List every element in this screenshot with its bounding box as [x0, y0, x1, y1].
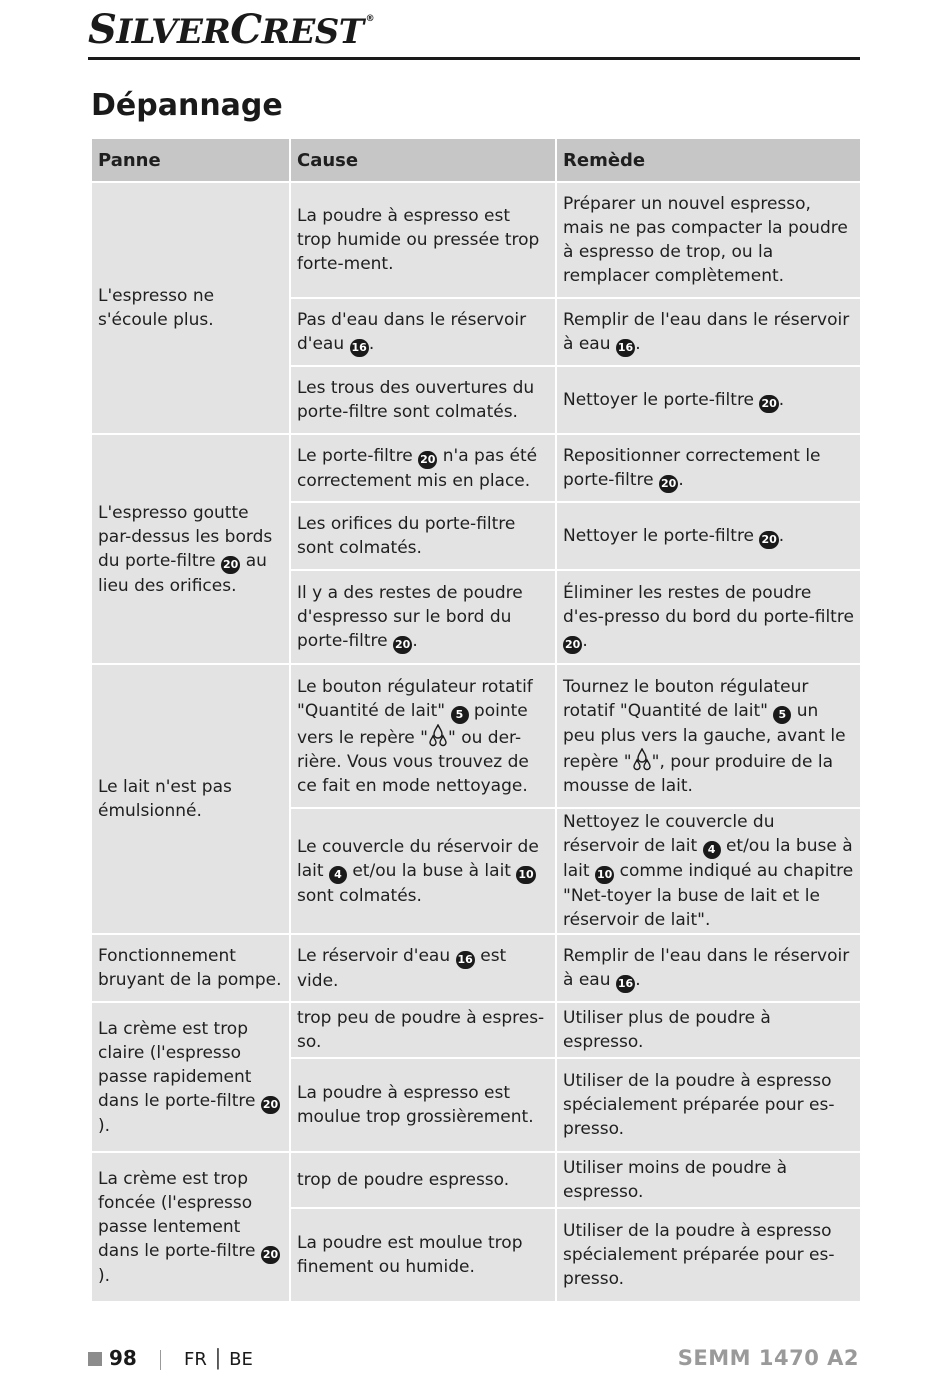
panne-cell: Le lait n'est pas émulsionné.: [91, 664, 290, 934]
header-rule: [88, 57, 860, 60]
page-number: 98: [109, 1346, 137, 1370]
cause-cell: Le réservoir d'eau 16 est vide.: [290, 934, 556, 1002]
part-number-badge: 20: [563, 636, 582, 654]
remede-cell: Utiliser de la poudre à espresso spécialement préparée pour es-presso.: [556, 1058, 861, 1152]
remede-cell: Nettoyez le couvercle du réservoir de lait 4 et/ou la buse à lait 10 comme indiqué au chapitre "Net-toyer la buse de lait et le réservoir de lait".: [556, 808, 861, 934]
cause-cell: Le porte-filtre 20 n'a pas été correctement mis en place.: [290, 434, 556, 502]
cause-cell: La poudre à espresso est moulue trop grossièrement.: [290, 1058, 556, 1152]
part-number-badge: 16: [616, 339, 635, 357]
part-number-badge: 16: [616, 975, 635, 993]
part-number-badge: 10: [595, 866, 614, 884]
remede-cell: Utiliser plus de poudre à espresso.: [556, 1002, 861, 1058]
table-header-row: [91, 138, 861, 182]
remede-cell: Préparer un nouvel espresso, mais ne pas compacter la poudre à espresso de trop, ou la remplacer complètement.: [556, 182, 861, 298]
cause-cell: Le couvercle du réservoir de lait 4 et/ou la buse à lait 10 sont colmatés.: [290, 808, 556, 934]
troubleshooting-table: [90, 137, 862, 1303]
milk-drops-icon: [428, 724, 448, 748]
remede-cell: Remplir de l'eau dans le réservoir à eau 16 .: [556, 934, 861, 1002]
remede-cell: Nettoyer le porte-filtre 20 .: [556, 366, 861, 434]
part-number-badge: 10: [516, 866, 535, 884]
header-remede: Remède: [556, 138, 861, 182]
cause-cell: Pas d'eau dans le réservoir d'eau 16 .: [290, 298, 556, 366]
cause-cell: Le bouton régulateur rotatif "Quantité de lait" 5 pointe vers le repère " " ou der-rière. Vous vous trouvez de ce fait en mode nettoyage.: [290, 664, 556, 808]
panne-cell: L'espresso ne s'écoule plus.: [91, 182, 290, 434]
cause-cell: La poudre est moulue trop finement ou humide.: [290, 1208, 556, 1302]
footer-divider: [160, 1350, 161, 1370]
milk-drops-icon: [632, 748, 652, 772]
part-number-badge: 20: [418, 451, 437, 469]
panne-cell: L'espresso goutte par-dessus les bords du porte-filtre 20 au lieu des orifices.: [91, 434, 290, 664]
page-title: Dépannage: [91, 88, 283, 123]
part-number-badge: 5: [773, 706, 791, 724]
panne-cell: La crème est trop claire (l'espresso passe rapidement dans le porte-filtre 20).: [91, 1002, 290, 1152]
part-number-badge: 20: [659, 475, 678, 493]
table-row: [91, 1002, 861, 1058]
panne-cell: Fonctionnement bruyant de la pompe.: [91, 934, 290, 1002]
cause-cell: La poudre à espresso est trop humide ou pressée trop forte-ment.: [290, 182, 556, 298]
model-number: SEMM 1470 A2: [677, 1346, 859, 1370]
remede-cell: Éliminer les restes de poudre d'es-presso du bord du porte-filtre 20 .: [556, 570, 861, 664]
cause-cell: trop peu de poudre à espres-so.: [290, 1002, 556, 1058]
cause-cell: Les trous des ouvertures du porte-filtre sont colmatés.: [290, 366, 556, 434]
header-cause: Cause: [290, 138, 556, 182]
table-row: [91, 434, 861, 502]
table-row: [91, 182, 861, 298]
part-number-badge: 20: [261, 1246, 280, 1264]
brand-logo: SILVERCREST ®: [88, 6, 375, 53]
remede-cell: Remplir de l'eau dans le réservoir à eau 16 .: [556, 298, 861, 366]
footer-square: [88, 1352, 102, 1366]
language-codes: FR │ BE: [184, 1349, 253, 1370]
table-row: [91, 934, 861, 1002]
part-number-badge: 4: [703, 841, 721, 859]
remede-cell: Utiliser moins de poudre à espresso.: [556, 1152, 861, 1208]
part-number-badge: 20: [221, 556, 240, 574]
table-row: [91, 1152, 861, 1208]
part-number-badge: 20: [393, 636, 412, 654]
remede-cell: Tournez le bouton régulateur rotatif "Quantité de lait" 5 un peu plus vers la gauche, avant le repère " ", pour produire de la mousse de lait.: [556, 664, 861, 808]
header-panne: Panne: [91, 138, 290, 182]
part-number-badge: 20: [759, 531, 778, 549]
table-row: [91, 664, 861, 808]
panne-cell: La crème est trop foncée (l'espresso passe lentement dans le porte-filtre 20).: [91, 1152, 290, 1302]
part-number-badge: 5: [451, 706, 469, 724]
cause-cell: Il y a des restes de poudre d'espresso sur le bord du porte-filtre 20 .: [290, 570, 556, 664]
cause-cell: trop de poudre espresso.: [290, 1152, 556, 1208]
remede-cell: Utiliser de la poudre à espresso spécialement préparée pour es-presso.: [556, 1208, 861, 1302]
remede-cell: Nettoyer le porte-filtre 20 .: [556, 502, 861, 570]
part-number-badge: 20: [261, 1096, 280, 1114]
cause-cell: Les orifices du porte-filtre sont colmatés.: [290, 502, 556, 570]
part-number-badge: 16: [456, 951, 475, 969]
remede-cell: Repositionner correctement le porte-filtre 20 .: [556, 434, 861, 502]
part-number-badge: 20: [759, 395, 778, 413]
part-number-badge: 4: [329, 866, 347, 884]
part-number-badge: 16: [350, 339, 369, 357]
